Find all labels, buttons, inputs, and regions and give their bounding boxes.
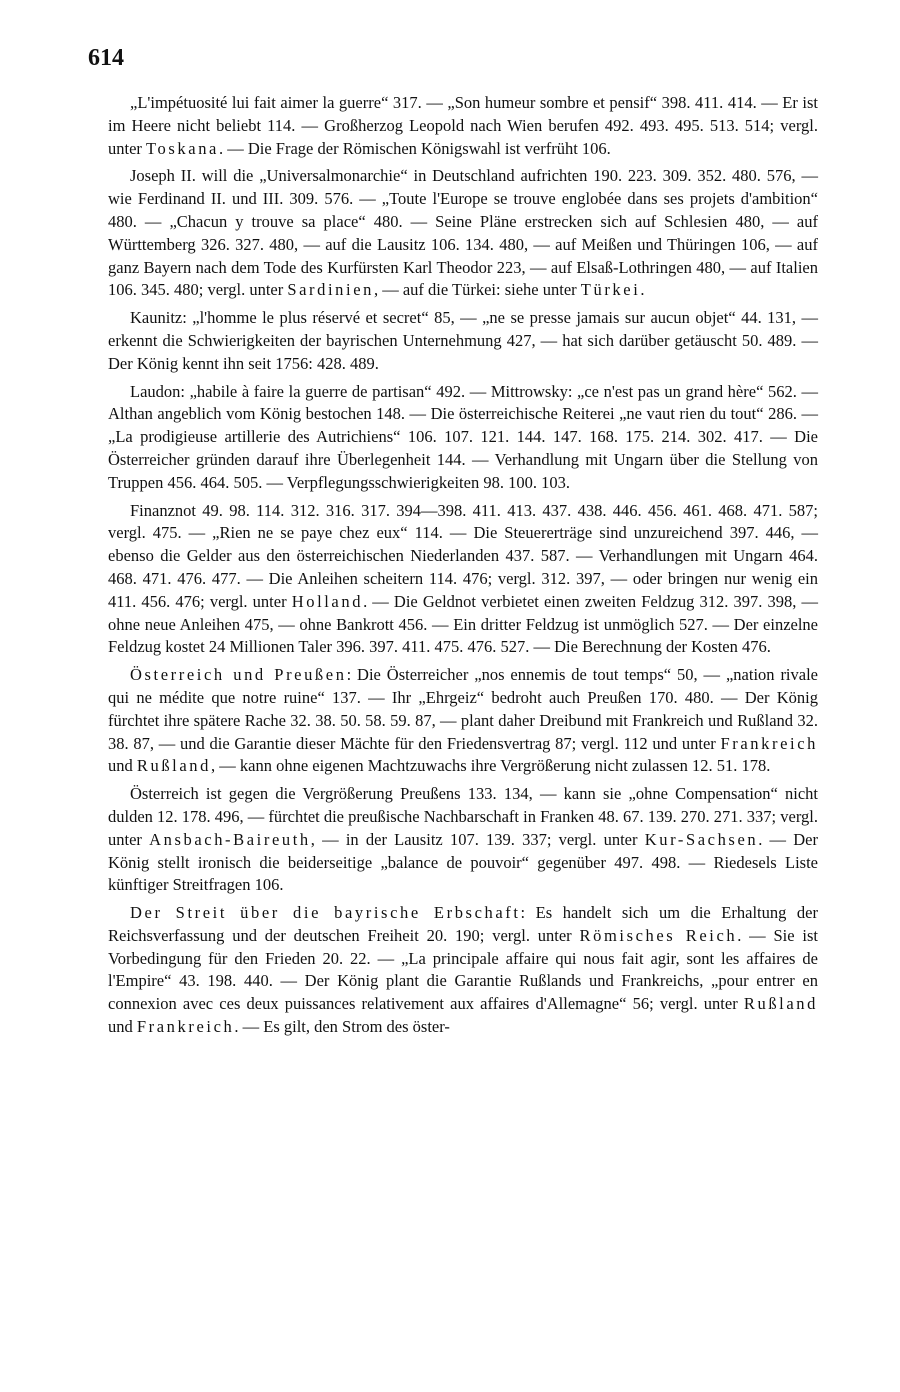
entry-text: , — in der Lausitz 107. 139. 337; vergl. unter xyxy=(310,829,645,849)
entry-text: . — Die Frage der Römischen Königswahl ist verfrüht 106. xyxy=(218,138,611,158)
cross-reference-term: Kur-Sachsen xyxy=(644,829,759,849)
index-entry-paragraph xyxy=(108,381,818,495)
index-entry-paragraph xyxy=(108,92,818,160)
index-text-column xyxy=(108,92,818,1044)
entry-text: . — Sie ist Vorbedingung für den Frieden 20. 22. — „La principale affaire qui nous fait agir, sont les affaires de l'Empire“ 43. 198. 440. — Der König plant die Garantie Rußlands und Frankreichs, „pour entrer en connexion avec ces deux puissances relativement aux affaires d'Allemagne“ 56; vergl. unter xyxy=(108,925,818,1014)
entry-text: „L'impétuosité lui fait aimer la guerre“ 317. — „Son humeur sombre et pensif“ 398. 411. 414. — Er ist im Heere nicht beliebt 114. — Großherzog Leopold nach Wien berufen 492. 493. 495. 513. 514; vergl. unter xyxy=(108,93,818,158)
cross-reference-term: Toskana xyxy=(146,138,219,158)
index-entry-paragraph xyxy=(108,165,818,302)
entry-text: und xyxy=(108,1017,137,1037)
entry-text: . — Der König stellt ironisch die beiderseitige „balance de pouvoir“ gegenüber 497. 498. — Riedesels Liste künftiger Streitfragen 106. xyxy=(108,829,819,895)
cross-reference-term: Holland xyxy=(291,591,364,611)
index-entry-paragraph xyxy=(108,500,818,660)
entry-text: . xyxy=(640,280,645,300)
entry-text: Finanznot 49. 98. 114. 312. 316. 317. 394—398. 411. 413. 437. 438. 446. 456. 461. 468. 471. 587; vergl. 475. — „Rien ne se paye chez eux“ 114. — Die Steuererträge sind unzureichend 397. 446, — ebenso die Gelder aus den österreichischen Niederlanden 437. 587. — Verhandlungen mit Ungarn 464. 468. 471. 476. 477. — Die Anleihen scheitern 114. 476; vergl. 312. 397, — oder bringen nur wenig ein 411. 456. 476; vergl. unter xyxy=(108,500,818,611)
index-entry-paragraph xyxy=(108,902,818,1039)
index-entry-paragraph xyxy=(108,783,818,897)
cross-reference-term: Rußland xyxy=(743,994,818,1014)
index-entry-paragraph xyxy=(108,307,818,375)
cross-reference-term: Ansbach-Baireuth xyxy=(149,829,311,849)
cross-reference-term: Frankreich xyxy=(720,733,818,753)
entry-text: und xyxy=(108,756,137,776)
entry-text: . — Es gilt, den Strom des öster- xyxy=(234,1017,450,1037)
entry-text: Kaunitz: „l'homme le plus réservé et secret“ 85, — „ne se presse jamais sur aucun objet“ 44. 131, — erkennt die Schwierigkeiten der bayrischen Unternehmung 427, — hat sich darüber getäuscht 50. 489. — Der König kennt ihn seit 1756: 428. 489. xyxy=(108,308,818,373)
cross-reference-term: Österreich und Preußen xyxy=(130,665,347,685)
entry-text: . — Die Geldnot verbietet einen zweiten Feldzug 312. 397. 398, — ohne neue Anleihen 475, — ohne Bankrott 456. — Ein dritter Feldzug ist unmöglich 527. — Der einzelne Feldzug kostet 24 Millionen Taler 396. 397. 411. 475. 476. 527. — Die Berechnung der Kosten 476. xyxy=(108,591,818,657)
entry-text: , — auf die Türkei: siehe unter xyxy=(373,280,581,300)
cross-reference-term: Türkei xyxy=(580,280,641,300)
entry-text: Laudon: „habile à faire la guerre de partisan“ 492. — Mittrowsky: „ce n'est pas un grand hère“ 562. — Althan angeblich vom König bestochen 148. — Die österreichische Reiterei „ne vaut rien du tout“ 286. — „La prodigieuse artillerie des Autrichiens“ 106. 107. 121. 144. 147. 168. 175. 214. 302. 417. — Die Österreicher gründen darauf ihre Überlegenheit 144. — Verhandlung mit Ungarn über die Stellung von Truppen 456. 464. 505. — Verpflegungsschwierigkeiten 98. 100. 103. xyxy=(108,381,818,492)
entry-text: : Die Österreicher „nos ennemis de tout temps“ 50, — „nation rivale qui ne médite que notre ruine“ 137. — Ihr „Ehrgeiz“ bedroht auch Preußen 170. 480. — Der König fürchtet ihre spätere Rache 32. 38. 50. 58. 59. 87, — plant daher Dreibund mit Frankreich und Rußland 32. 38. 87, — und die Garantie dieser Mächte für den Friedensvertrag 87; vergl. 112 und unter xyxy=(108,665,818,753)
index-entry-paragraph xyxy=(108,664,818,778)
cross-reference-term: Der Streit über die bayrische Erbschaft xyxy=(130,903,521,923)
entry-text: Österreich ist gegen die Vergrößerung Preußens 133. 134, — kann sie „ohne Compensation“ nicht dulden 12. 178. 496, — fürchtet die preußische Nachbarschaft in Franken 48. 67. 139. 270. 271. 337; vergl. unter xyxy=(108,784,818,849)
entry-text: Joseph II. will die „Universalmonarchie“ in Deutschland aufrichten 190. 223. 309. 352. 480. 576, — wie Ferdinand II. und III. 309. 576. — „Toute l'Europe se trouve englobée dans ses projets d'ambition“ 480. — „Chacun y trouve sa place“ 480. — Seine Pläne erstrecken sich auf Schlesien 480, — auf Württemberg 326. 327. 480, — auf die Lausitz 106. 134. 480, — auf Meißen und Thüringen 106, — auf ganz Bayern nach dem Tode des Kurfürsten Karl Theodor 223, — auf Elsaß-Lothringen 480, — auf Italien 106. 345. 480; vergl. unter xyxy=(108,166,818,300)
cross-reference-term: Römisches Reich xyxy=(579,925,738,945)
entry-text: : Es handelt sich um die Erhaltung der Reichsverfassung und der deutschen Freiheit 20. 190; vergl. unter xyxy=(108,903,818,945)
cross-reference-term: Rußland xyxy=(136,756,211,776)
cross-reference-term: Sardinien xyxy=(287,280,374,300)
entry-text: , — kann ohne eigenen Machtzuwachs ihre Vergrößerung nicht zulassen 12. 51. 178. xyxy=(211,756,771,776)
page-number: 614 xyxy=(88,45,124,71)
cross-reference-term: Frankreich xyxy=(136,1017,235,1037)
